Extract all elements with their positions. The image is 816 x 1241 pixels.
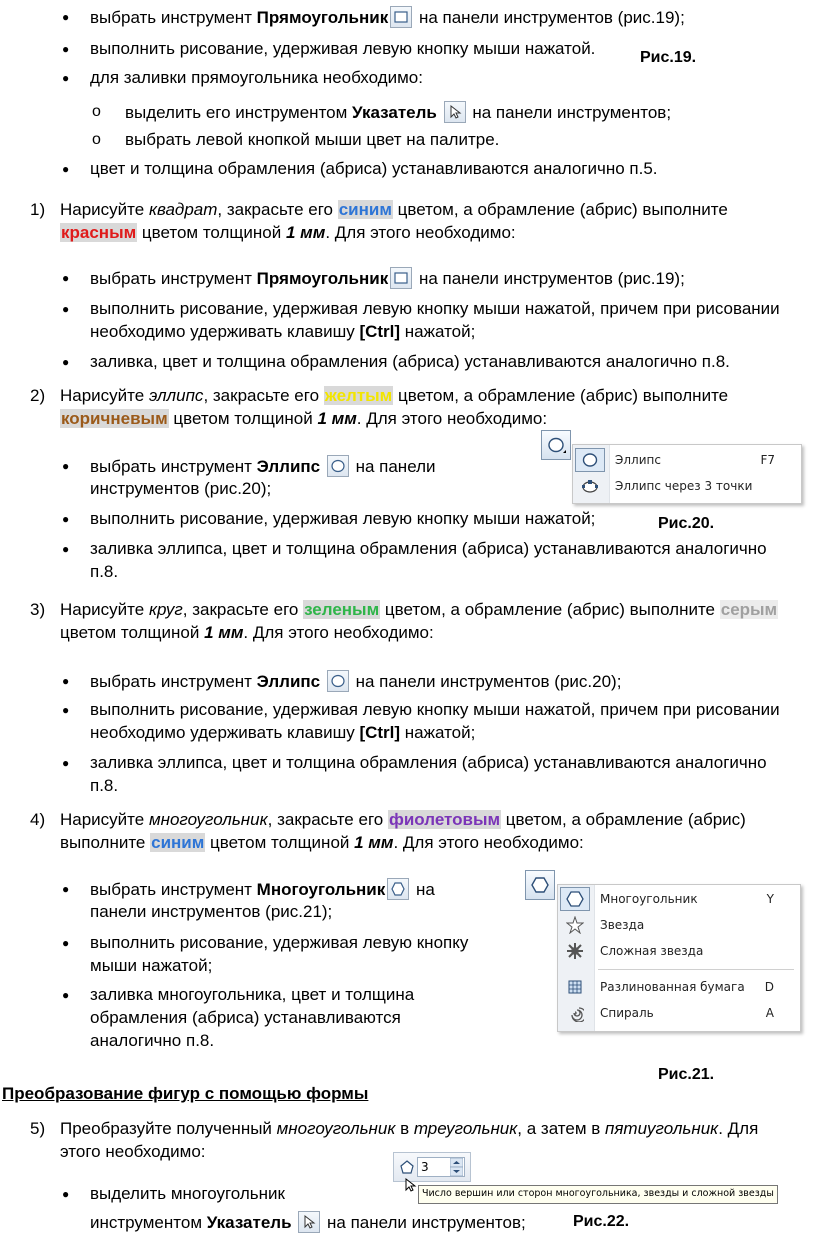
polygon-flyout-button[interactable] [525, 870, 555, 900]
tooltip: Число вершин или сторон многоугольника, звезды и сложной звезды [418, 1185, 778, 1204]
color-word-gray: серым [720, 600, 778, 619]
bullet-text: цвет и толщина обрамления (абриса) устанавливаются аналогично п.5. [90, 159, 658, 178]
spiral-icon [566, 1004, 584, 1022]
menu-separator [598, 969, 794, 970]
bullet-text: выбрать инструмент Многоугольник на [90, 880, 435, 899]
task-number: 5) [30, 1119, 46, 1138]
bullet: ● [62, 459, 70, 473]
bullet: ● [62, 756, 70, 770]
polygon-sides-spinner[interactable] [450, 1158, 463, 1176]
task-text: Преобразуйте полученный многоугольник в треугольник, а затем в пятиугольник. Для [60, 1119, 759, 1138]
bullet-text: выбрать инструмент Прямоугольник на панели инструментов (рис.19); [90, 269, 685, 288]
bullet-text: п.8. [90, 776, 119, 795]
bullet-text: обрамления (абриса) устанавливаются [90, 1008, 401, 1027]
bullet-text: выбрать инструмент Эллипс на панели инструментов (рис.20); [90, 672, 622, 691]
polygon-tool-icon [387, 878, 409, 900]
bullet-text: заливка эллипса, цвет и толщина обрамления (абриса) устанавливаются аналогично [90, 539, 767, 558]
task-number: 3) [30, 600, 46, 619]
task-text: красным цветом толщиной 1 мм. Для этого необходимо: [61, 223, 516, 242]
bullet: ● [62, 71, 70, 85]
graph-paper-icon [566, 978, 584, 996]
bullet: ● [62, 1187, 70, 1201]
menu-item-graph-paper[interactable]: Разлинованная бумага D [558, 975, 800, 999]
figure-caption: Рис.22. [573, 1213, 630, 1230]
bullet-text: выполнить рисование, удерживая левую кнопку мыши нажатой, причем при рисовании [90, 700, 780, 719]
polygon-icon [566, 890, 584, 908]
bullet: ● [62, 936, 70, 950]
color-word-green: зеленым [304, 600, 380, 619]
bullet: ● [62, 42, 70, 56]
bullet-text: аналогично п.8. [90, 1031, 215, 1050]
section-heading: Преобразование фигур с помощью формы [2, 1084, 369, 1103]
star-icon [566, 916, 584, 934]
task-text: Нарисуйте круг, закрасьте его зеленым цветом, а обрамление (абрис) выполните серым [60, 600, 778, 619]
bullet-text: панели инструментов (рис.21); [90, 902, 333, 921]
figure-caption: Рис.21. [658, 1066, 715, 1083]
sub-bullet-text: выбрать левой кнопкой мыши цвет на палитре. [125, 130, 500, 149]
sub-bullet: o [92, 131, 101, 148]
bullet-text: выполнить рисование, удерживая левую кнопку мыши нажатой, причем при рисовании [90, 299, 780, 318]
sub-bullet-text: выделить его инструментом Указатель на панели инструментов; [125, 103, 672, 122]
bullet-text: инструментов (рис.20); [90, 479, 272, 498]
bullet-text: выполнить рисование, удерживая левую кнопку [90, 933, 469, 952]
bullet-text: заливка, цвет и толщина обрамления (абриса) устанавливаются аналогично п.8. [90, 352, 730, 371]
task-text: цветом толщиной 1 мм. Для этого необходимо: [60, 623, 434, 642]
color-word-brown: коричневым [61, 409, 168, 428]
bullet: ● [62, 674, 70, 688]
color-word-red: красным [61, 223, 137, 242]
bullet: ● [62, 988, 70, 1002]
bullet-text: выполнить рисование, удерживая левую кнопку мыши нажатой. [90, 39, 596, 58]
color-word-blue: синим [151, 833, 205, 852]
polygon-sides-input[interactable]: 3 [417, 1157, 465, 1177]
figure-caption: Рис.19. [640, 49, 697, 66]
rectangle-tool-icon [390, 6, 412, 28]
task-number: 2) [30, 386, 46, 405]
bullet-text: выполнить рисование, удерживая левую кнопку мыши нажатой; [90, 509, 596, 528]
bullet-text: заливка многоугольника, цвет и толщина [90, 985, 415, 1004]
ellipse-tool-icon [327, 670, 349, 692]
bullet-text: выбрать инструмент Эллипс на панели [90, 457, 436, 476]
menu-item-star[interactable]: Звезда [558, 913, 800, 937]
pointer-tool-icon [444, 101, 466, 123]
ellipse-flyout-button[interactable] [541, 430, 571, 460]
bullet: ● [62, 355, 70, 369]
menu-item-complex-star[interactable]: Сложная звезда [558, 939, 800, 963]
menu-item-ellipse[interactable]: Эллипс F7 [573, 448, 801, 472]
menu-item-ellipse-3-points[interactable]: Эллипс через 3 точки [573, 474, 801, 498]
color-word-yellow: желтым [324, 386, 393, 405]
ellipse-tool-menu [572, 444, 802, 504]
task-text: коричневым цветом толщиной 1 мм. Для этого необходимо: [61, 409, 548, 428]
task-text: Нарисуйте многоугольник, закрасьте его фиолетовым цветом, а обрамление (абрис) [60, 810, 746, 829]
bullet-text: выделить многоугольник [90, 1184, 285, 1203]
menu-item-spiral[interactable]: Спираль A [558, 1001, 800, 1025]
rectangle-tool-icon [390, 267, 412, 289]
task-text: выполните синим цветом толщиной 1 мм. Для этого необходимо: [60, 833, 584, 852]
bullet-text: п.8. [90, 562, 119, 581]
polygon-tool-menu [557, 884, 801, 1032]
polygon-sides-icon [399, 1159, 415, 1175]
ellipse-3-points-icon [581, 477, 599, 495]
bullet-text: для заливки прямоугольника необходимо: [90, 68, 423, 87]
bullet-text: необходимо удерживать клавишу [Ctrl] нажатой; [90, 322, 476, 341]
bullet: ● [62, 703, 70, 717]
ellipse-icon [581, 451, 599, 469]
bullet-text: мыши нажатой; [90, 956, 213, 975]
bullet-text: заливка эллипса, цвет и толщина обрамления (абриса) устанавливаются аналогично [90, 753, 767, 772]
bullet: ● [62, 542, 70, 556]
color-word-blue: синим [338, 200, 392, 219]
figure-caption: Рис.20. [658, 515, 715, 532]
menu-item-polygon[interactable]: Многоугольник Y [558, 887, 800, 911]
bullet: ● [62, 882, 70, 896]
color-word-violet: фиолетовым [388, 810, 501, 829]
bullet: ● [62, 302, 70, 316]
bullet: ● [62, 512, 70, 526]
bullet-text: выбрать инструмент Прямоугольник на панели инструментов (рис.19); [90, 8, 685, 27]
bullet-text: инструментом Указатель на панели инструментов; [90, 1213, 526, 1232]
bullet-text: необходимо удерживать клавишу [Ctrl] нажатой; [90, 723, 476, 742]
task-text: Нарисуйте эллипс, закрасьте его желтым цветом, а обрамление (абрис) выполните [60, 386, 729, 405]
ellipse-tool-icon [327, 455, 349, 477]
pointer-tool-icon [298, 1211, 320, 1233]
bullet: ● [62, 10, 70, 24]
task-number: 4) [30, 810, 46, 829]
complex-star-icon [566, 942, 584, 960]
task-text: этого необходимо: [60, 1142, 206, 1161]
task-text: Нарисуйте квадрат, закрасьте его синим цветом, а обрамление (абрис) выполните [60, 200, 728, 219]
bullet: ● [62, 271, 70, 285]
bullet: ● [62, 162, 70, 176]
task-number: 1) [30, 200, 46, 219]
sub-bullet: o [92, 103, 101, 120]
